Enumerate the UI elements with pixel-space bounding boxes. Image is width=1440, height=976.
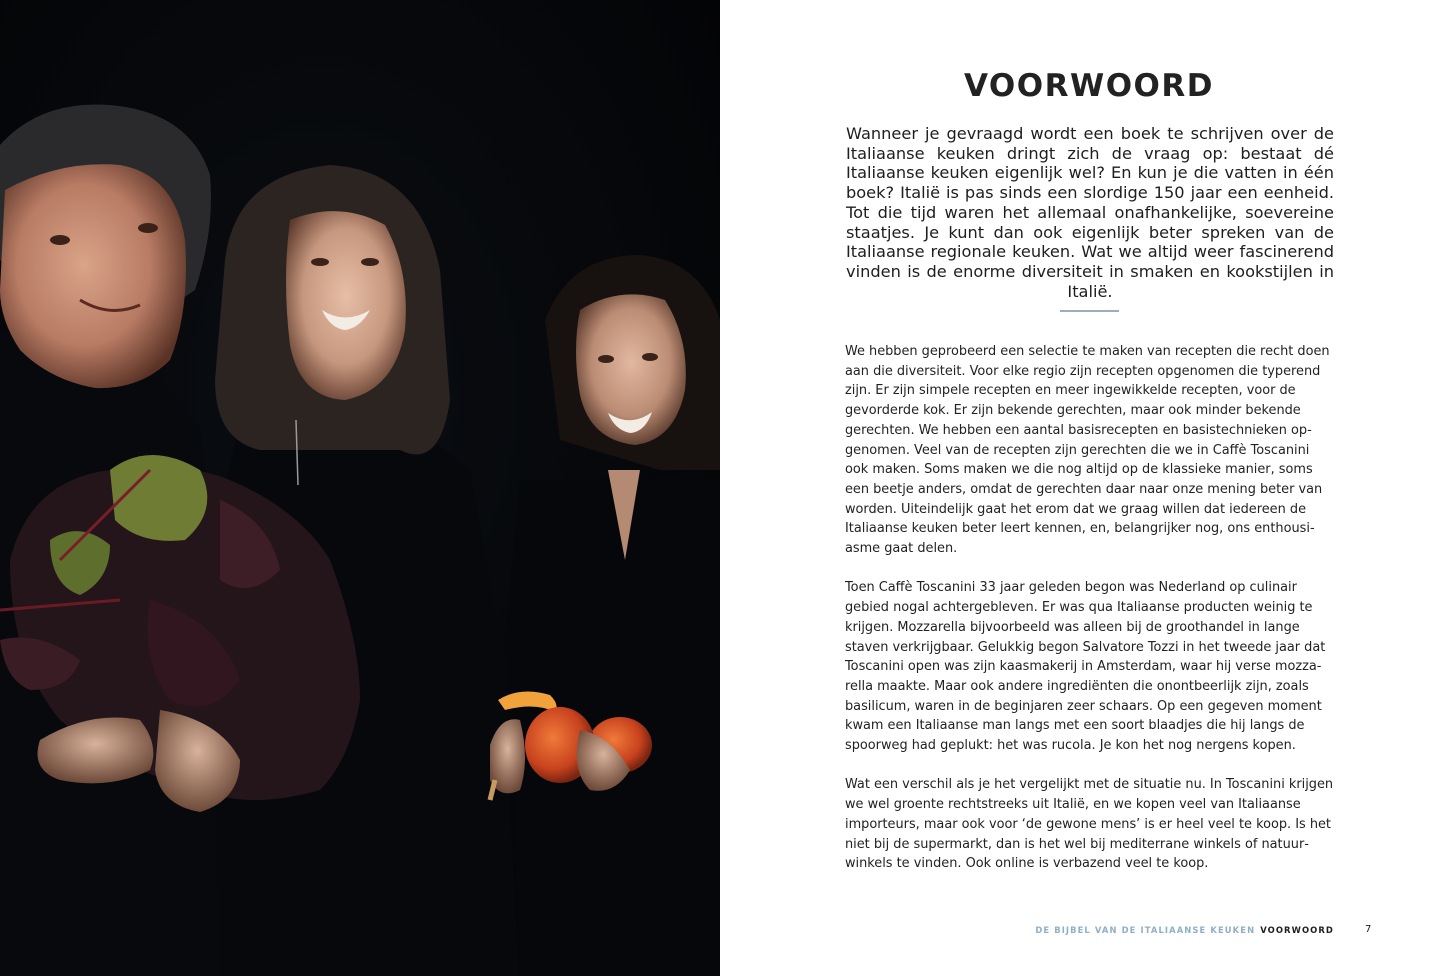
page-title: VOORWOORD: [963, 68, 1215, 104]
running-footer: [720, 925, 1440, 939]
footer-chapter: VOORWOORD: [1260, 925, 1334, 935]
body-paragraph: We hebben geprobeerd een selectie te maken van recepten die recht doen aan die diversiteit. Voor elke regio zijn recepten opgenomen die typerend zijn. Er zijn simpele recepten en meer ingewikkelde recepten, voor de gevorderde kok. Er zijn bekende gerechten, maar ook minder bekende gerechten. We hebben een aantal basisrecepten en basistechnieken opgenomen. Veel van de recepten zijn gerechten die we in Caffè Toscanini ook maken. Soms maken we die nog altijd op de klassieke manier, soms een beetje anders, omdat de gerechten daar naar onze mening beter van worden. Uiteindelijk gaat het erom dat we graag willen dat iedereen de Italiaanse keuken beter leert kennen, en, belangrijker nog, ons enthousiasme gaat delen.: [845, 344, 1330, 557]
footer-series-title: DE BIJBEL VAN DE ITALIAANSE KEUKEN: [1035, 925, 1256, 935]
text-page: [720, 0, 1440, 976]
body-text: [845, 342, 1335, 894]
body-paragraph: Toen Caffè Toscanini 33 jaar geleden begon was Nederland op culinair gebied nogal achtergebleven. Er was qua Italiaanse producten weinig te krijgen. Mozzarella bijvoorbeeld was alleen bij de groothandel in lange staven verkrijgbaar. Gelukkig begon Salvatore Tozzi in het tweede jaar dat Toscanini open was zijn kaasmakerij in Amsterdam, waar hij verse mozzarella maakte. Maar ook andere ingrediënten die onontbeerlijk zijn, zoals basilicum, waren in de beginjaren zeer schaars. Op een gegeven moment kwam een Italiaanse man langs met een soort blaadjes die hij langs de spoorweg had geplukt: het was rucola. Je kon het nog nergens kopen.: [845, 580, 1326, 754]
page-number: 7: [1365, 924, 1372, 935]
section-divider: [1060, 310, 1119, 312]
footer-book-title: [1035, 925, 1334, 935]
intro-paragraph: Wanneer je gevraagd wordt een boek te schrijven over de Italiaanse keuken dringt zich de vraag op: bestaat dé Italiaanse keuken eigenlijk wel? En kun je die vatten in één boek? Italië is pas sinds een slordige 150 jaar een eenheid. Tot die tijd waren het allemaal onafhankelijke, soevereine staatjes. Je kunt dan ook eigenlijk beter spreken van de Italiaanse regionale keuken. Wat we altijd weer fascinerend vinden is de enorme diversiteit in smaken en kookstijlen in Italië.: [846, 124, 1334, 301]
body-paragraph: Wat een verschil als je het vergelijkt met de situatie nu. In Toscanini krijgen we wel groente rechtstreeks uit Italië, en we kopen veel van Italiaanse importeurs, maar ook voor ‘de gewone mens’ is er heel veel te koop. Is het niet bij de supermarkt, dan is het wel bij mediterrane winkels of natuurwinkels te vinden. Ook online is verbazend veel te koop.: [845, 777, 1334, 872]
